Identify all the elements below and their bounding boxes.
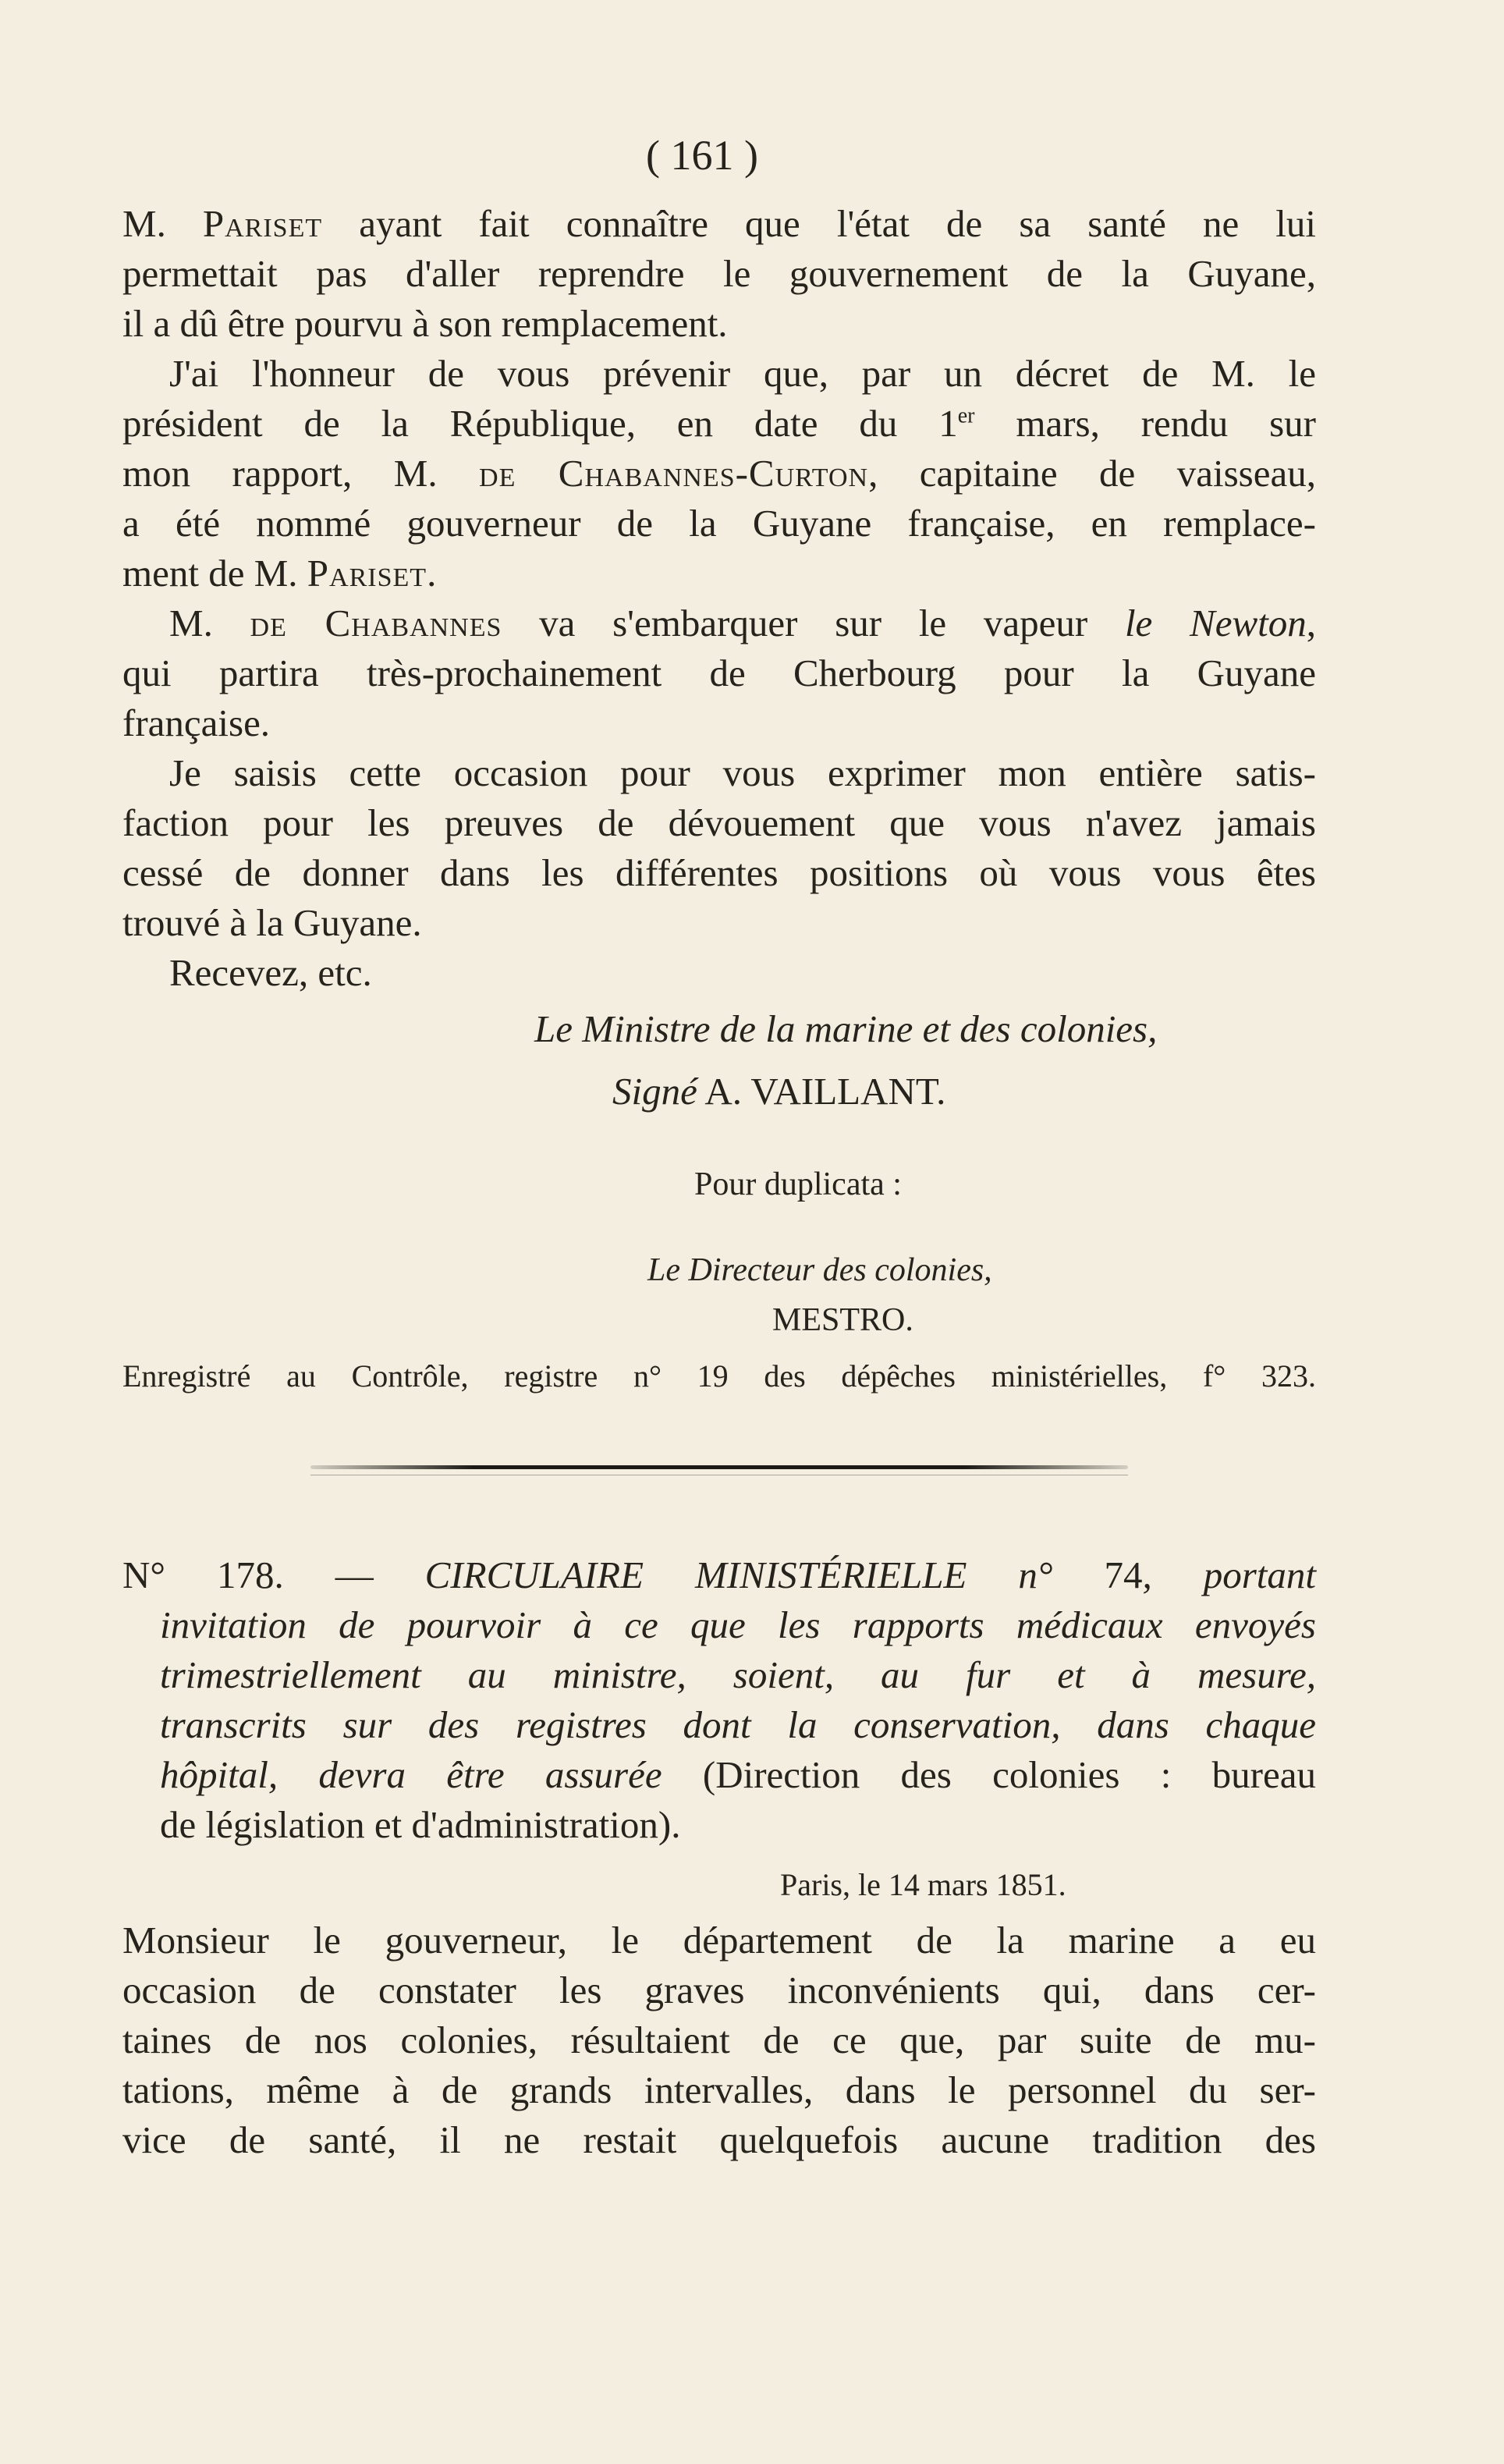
circular-body-line-5: vice de santé, il ne restait quelquefois aucune tradition des <box>122 2118 1316 2161</box>
closing-formula: Recevez, etc. <box>169 951 372 994</box>
paragraph-4-line-4: trouvé à la Guyane. <box>122 901 422 944</box>
ship-name: le Newton <box>1124 602 1307 644</box>
circular-body-line-2: occasion de constater les graves inconvénients qui, dans cer- <box>122 1969 1316 2011</box>
person-name-chabannes-curton: de Chabannes-Curton <box>479 452 869 495</box>
circular-heading-line-1 <box>122 1553 1316 1597</box>
text-run: va s'embarquer sur le vapeur <box>502 602 1125 644</box>
paragraph-1-line-1 <box>122 201 1316 246</box>
text-run: — <box>283 1553 425 1596</box>
circular-heading-line-4: transcrits sur des registres dont la conservation, dans chaque <box>160 1703 1316 1746</box>
person-name-chabannes: de Chabannes <box>250 602 502 644</box>
paragraph-4-line-2: faction pour les preuves de dévouement que vous n'avez jamais <box>122 801 1316 844</box>
signature-line <box>612 1069 945 1113</box>
text-run: , capitaine de vaisseau, <box>868 452 1316 495</box>
circular-body-line-1: Monsieur le gouverneur, le département de la marine a eu <box>122 1919 1316 1962</box>
text-run: mars, rendu sur <box>974 402 1316 445</box>
text-run: . <box>427 552 437 595</box>
text-run: ment de M. <box>122 552 307 595</box>
paragraph-1-line-2: permettait pas d'aller reprendre le gouvernement de la Guyane, <box>122 252 1316 295</box>
duplicata-name: MESTRO. <box>772 1302 913 1338</box>
paragraph-1-line-3: il a dû être pourvu à son remplacement. <box>122 302 728 345</box>
circular-body-line-4: tations, même à de grands intervalles, dans le personnel du ser- <box>122 2068 1316 2111</box>
person-name-pariset: Pariset <box>307 552 427 595</box>
paragraph-2-line-1: J'ai l'honneur de vous prévenir que, par un décret de M. le <box>169 352 1316 395</box>
paragraph-3-line-1 <box>169 601 1316 645</box>
paragraph-4-line-1: Je saisis cette occasion pour vous exprimer mon entière satis- <box>169 751 1316 794</box>
text-run: ayant fait connaître que l'état de sa santé ne lui <box>322 202 1316 245</box>
circular-heading-line-6: de législation et d'administration). <box>160 1803 681 1846</box>
section-rule <box>310 1465 1128 1469</box>
text-run: , <box>1306 602 1316 644</box>
text-run: hôpital, devra être assurée <box>160 1753 662 1796</box>
text-run: M. <box>122 202 203 245</box>
circular-title: CIRCULAIRE MINISTÉRIELLE <box>424 1553 1019 1596</box>
superscript: er <box>957 403 975 428</box>
signed-label: Signé <box>612 1070 697 1113</box>
circular-heading-line-2: invitation de pourvoir à ce que les rapports médicaux envoyés <box>160 1603 1316 1646</box>
text-run: (Direction des colonies : bureau <box>662 1753 1316 1796</box>
paragraph-2-line-3 <box>122 451 1316 495</box>
paragraph-2-line-4: a été nommé gouverneur de la Guyane française, en remplace- <box>122 502 1316 545</box>
text-run: mon rapport, M. <box>122 452 480 495</box>
circular-number: N° 178. <box>122 1553 284 1596</box>
signatory-name: A. VAILLANT. <box>704 1070 946 1113</box>
text-run: n° <box>1018 1553 1053 1596</box>
paragraph-2-line-5 <box>122 551 436 595</box>
page-number: ( 161 ) <box>646 132 758 179</box>
circular-title-number: 74 <box>1052 1553 1143 1596</box>
text-run: président de la République, en date du 1 <box>122 402 958 445</box>
duplicata-label: Pour duplicata : <box>694 1166 902 1202</box>
circular-body-line-3: taines de nos colonies, résultaient de ce que, par suite de mu- <box>122 2018 1316 2061</box>
paragraph-4-line-3: cessé de donner dans les différentes positions où vous vous êtes <box>122 851 1316 894</box>
duplicata-title: Le Directeur des colonies, <box>647 1252 992 1288</box>
dateline: Paris, le 14 mars 1851. <box>780 1867 1066 1902</box>
registration-note: Enregistré au Contrôle, registre n° 19 des dépêches ministérielles, f° 323. <box>122 1358 1316 1394</box>
text-run: M. <box>169 602 250 644</box>
person-name-pariset: Pariset <box>202 202 323 245</box>
paragraph-3-line-2: qui partira très-prochainement de Cherbourg pour la Guyane <box>122 652 1316 694</box>
signature-title: Le Ministre de la marine et des colonies, <box>534 1007 1158 1050</box>
text-run: , portant <box>1142 1553 1317 1596</box>
paragraph-2-line-2 <box>122 401 1316 446</box>
circular-heading-line-3: trimestriellement au ministre, soient, au fur et à mesure, <box>160 1653 1316 1696</box>
paragraph-3-line-3: française. <box>122 701 271 744</box>
circular-heading-line-5 <box>160 1752 1316 1797</box>
